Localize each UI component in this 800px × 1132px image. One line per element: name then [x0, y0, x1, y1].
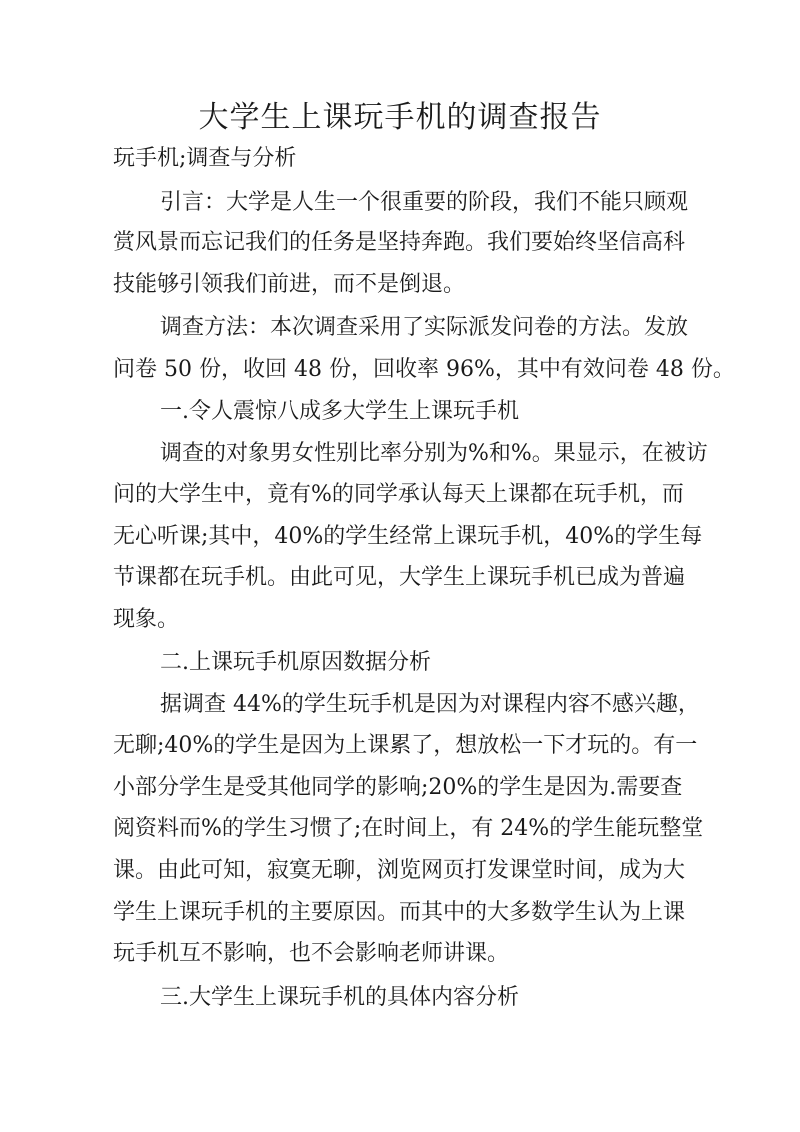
- section1-line-1: 调查的对象男女性别比率分别为%和%。果显示，在被访: [160, 441, 708, 466]
- intro-line-1: 引言：大学是人生一个很重要的阶段，我们不能只顾观: [160, 190, 689, 215]
- method-line-1: 调查方法：本次调查采用了实际派发问卷的方法。发放: [160, 315, 689, 340]
- section2-line-5: 课。由此可知，寂寞无聊，浏览网页打发课堂时间，成为大: [113, 858, 686, 883]
- keywords-line: 玩手机;调查与分析: [113, 146, 297, 171]
- section2-line-1: 据调查 44%的学生玩手机是因为对课程内容不感兴趣，: [160, 692, 700, 717]
- section2-heading: 二.上课玩手机原因数据分析: [160, 650, 431, 675]
- section3-heading: 三.大学生上课玩手机的具体内容分析: [160, 985, 519, 1010]
- section1-line-4: 节课都在玩手机。由此可见，大学生上课玩手机已成为普遍: [113, 565, 686, 590]
- section2-line-3: 小部分学生是受其他同学的影响;20%的学生是因为.需要查: [113, 775, 683, 800]
- section2-line-4: 阅资料而%的学生习惯了;在时间上，有 24%的学生能玩整堂: [113, 816, 704, 841]
- section1-heading: 一.令人震惊八成多大学生上课玩手机: [160, 399, 519, 424]
- section2-line-6: 学生上课玩手机的主要原因。而其中的大多数学生认为上课: [113, 900, 686, 925]
- section1-line-5: 现象。: [113, 607, 180, 632]
- section2-line-2: 无聊;40%的学生是因为上课累了，想放松一下才玩的。有一: [113, 733, 698, 758]
- intro-line-3: 技能够引领我们前进，而不是倒退。: [113, 272, 466, 297]
- document-title: 大学生上课玩手机的调查报告: [198, 100, 602, 135]
- section1-line-2: 问的大学生中，竟有%的同学承认每天上课都在玩手机，而: [113, 482, 684, 507]
- section1-line-3: 无心听课;其中，40%的学生经常上课玩手机，40%的学生每: [113, 524, 703, 549]
- section2-line-7: 玩手机互不影响，也不会影响老师讲课。: [113, 941, 510, 966]
- method-line-2: 问卷 50 份，收回 48 份，回收率 96%，其中有效问卷 48 份。: [113, 357, 735, 382]
- intro-line-2: 赏风景而忘记我们的任务是坚持奔跑。我们要始终坚信高科: [113, 230, 686, 255]
